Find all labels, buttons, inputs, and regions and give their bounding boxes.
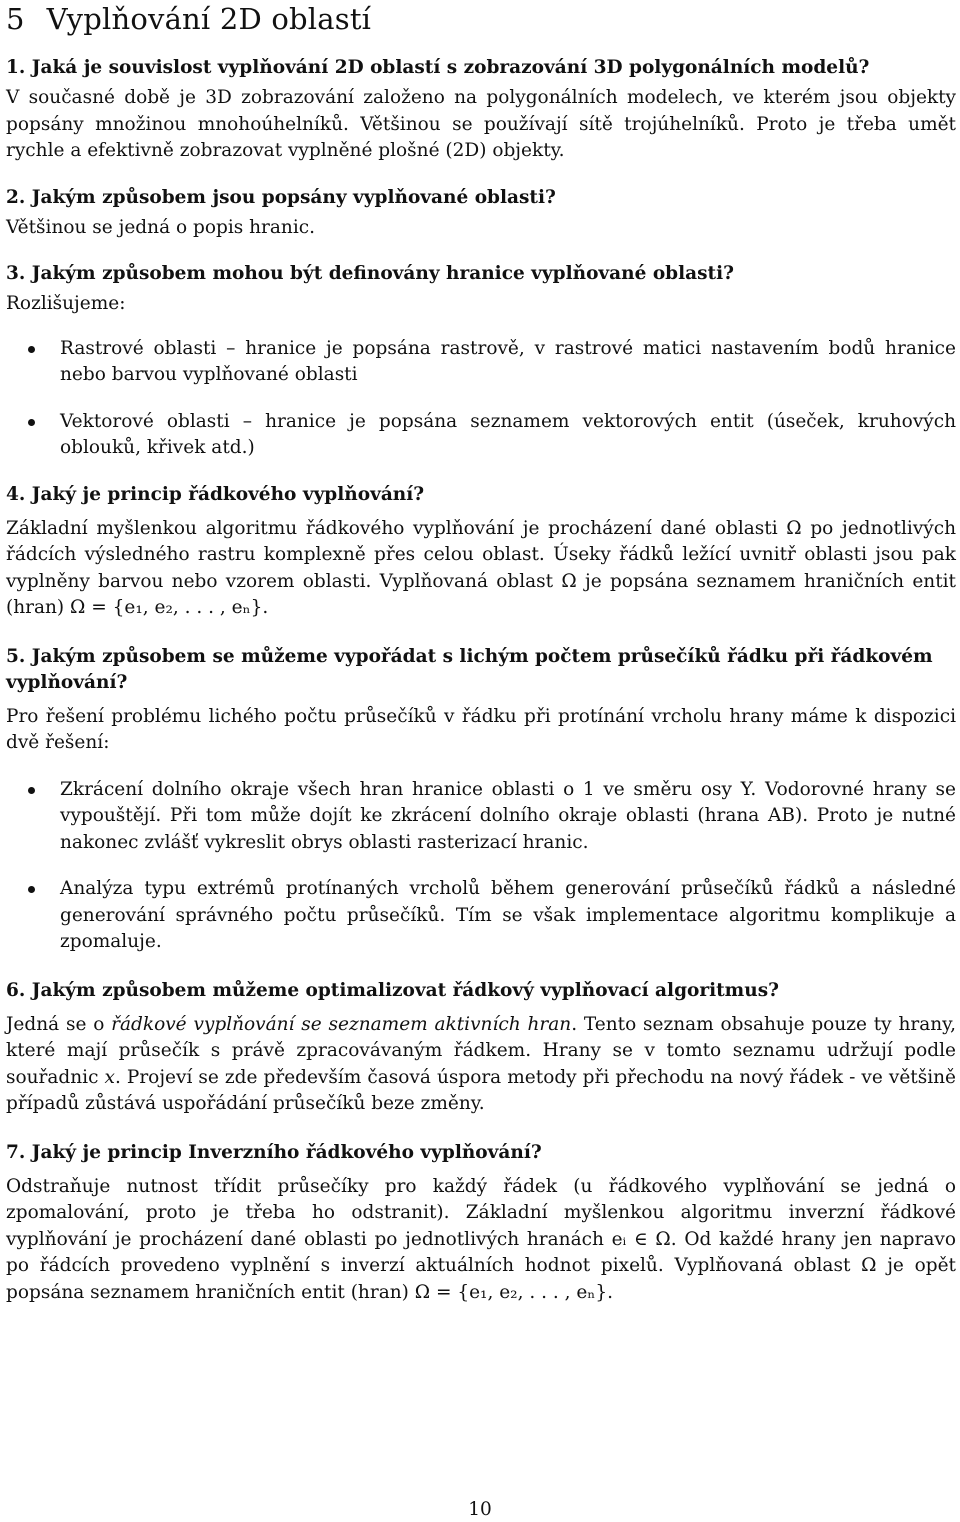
boundary-types-list	[6, 336, 956, 462]
answer-6-mid: . Tento seznam obsahuje pouze ty hrany, které mají průsečík s právě zpracovávaným řádkem. Hrany se v tomto seznamu udržují podle souřadnic	[6, 1013, 957, 1088]
question-4: 4. Jaký je princip řádkového vyplňování?	[6, 483, 425, 505]
answer-6-pre: Jedná se o	[6, 1013, 112, 1035]
list-item: Zkrácení dolního okraje všech hran hranice oblasti o 1 ve směru osy Y. Vodorovné hrany se vypouštějí. Při tom může dojít ke zkrácení dolního okraje oblasti (hrana AB). Proto je nutné nakonec zvlášť vykreslit obrys oblasti rasterizací hranic.	[6, 777, 956, 857]
answer-6-variable: x	[104, 1066, 115, 1088]
odd-intersections-solutions-list	[6, 777, 956, 956]
question-2: 2. Jakým způsobem jsou popsány vyplňované oblasti?	[6, 186, 556, 208]
list-item: Analýza typu extrémů protínaných vrcholů během generování průsečíků řádků a následné generování správného počtu průsečíků. Tím se však implementace algoritmu komplikuje a zpomaluje.	[6, 876, 956, 956]
question-3: 3. Jakým způsobem mohou být definovány hranice vyplňované oblasti?	[6, 263, 734, 284]
answer-3-intro: Rozlišujeme:	[6, 293, 126, 314]
answer-6-post: . Projeví se zde především časová úspora metody při přechodu na nový řádek - ve většině případů zůstává uspořádání průsečíků beze změny.	[6, 1066, 956, 1114]
page-number: 10	[468, 1499, 492, 1520]
document-page	[6, 0, 956, 1306]
question-5: 5. Jakým způsobem se můžeme vypořádat s lichým počtem průsečíků řádku při řádkovém vyplňování?	[6, 645, 933, 693]
answer-5-intro: Pro řešení problému lichého počtu průsečíků v řádku při protínání vrcholu hrany máme k dispozici dvě řešení:	[6, 705, 956, 753]
section-title: Vyplňování 2D oblastí	[46, 2, 372, 36]
answer-6-emphasis: řádkové vyplňování se seznamem aktivních hran	[111, 1013, 572, 1035]
answer-6	[6, 1012, 956, 1118]
answer-4: Základní myšlenkou algoritmu řádkového vyplňování je procházení dané oblasti Ω po jednotlivých řádcích výsledného rastru komplexně přes celou oblast. Úseky řádků ležící uvnitř oblasti jsou pak vyplněny barvou nebo vzorem oblasti. Vyplňovaná oblast Ω je popsána seznamem hraničních entit (hran) Ω = {e₁, e₂, . . . , eₙ}.	[6, 517, 956, 618]
list-item: Rastrové oblasti – hranice je popsána rastrově, v rastrové matici nastavením bodů hranice nebo barvou vyplňované oblasti	[6, 336, 956, 389]
list-item: Vektorové oblasti – hranice je popsána seznamem vektorových entit (úseček, kruhových oblouků, křivek atd.)	[6, 409, 956, 462]
question-7: 7. Jaký je princip Inverzního řádkového vyplňování?	[6, 1141, 542, 1163]
section-number: 5	[6, 2, 25, 36]
question-1: 1. Jaká je souvislost vyplňování 2D oblastí s zobrazování 3D polygonálních modelů?	[6, 57, 870, 78]
answer-7: Odstraňuje nutnost třídit průsečíky pro každý řádek (u řádkového vyplňování se jedná o zpomalování, proto je třeba ho odstranit). Základní myšlenkou algoritmu inverzní řádkové vyplňování je procházení dané oblasti po jednotlivých hranách eᵢ ∈ Ω. Od každé hrany jen napravo po řádcích provedeno vyplnění s inverzí aktuálních hodnot pixelů. Vyplňovaná oblast Ω je opět popsána seznamem hraničních entit (hran) Ω = {e₁, e₂, . . . , eₙ}.	[6, 1175, 956, 1303]
question-6: 6. Jakým způsobem můžeme optimalizovat řádkový vyplňovací algoritmus?	[6, 979, 779, 1001]
section-heading	[6, 0, 956, 36]
answer-2: Většinou se jedná o popis hranic.	[6, 216, 315, 238]
answer-1: V současné době je 3D zobrazování založeno na polygonálních modelech, ve kterém jsou objekty popsány množinou mnohoúhelníků. Většinou se používají sítě trojúhelníků. Proto je třeba umět rychle a efektivně zobrazovat vyplněné plošné (2D) objekty.	[6, 87, 956, 161]
